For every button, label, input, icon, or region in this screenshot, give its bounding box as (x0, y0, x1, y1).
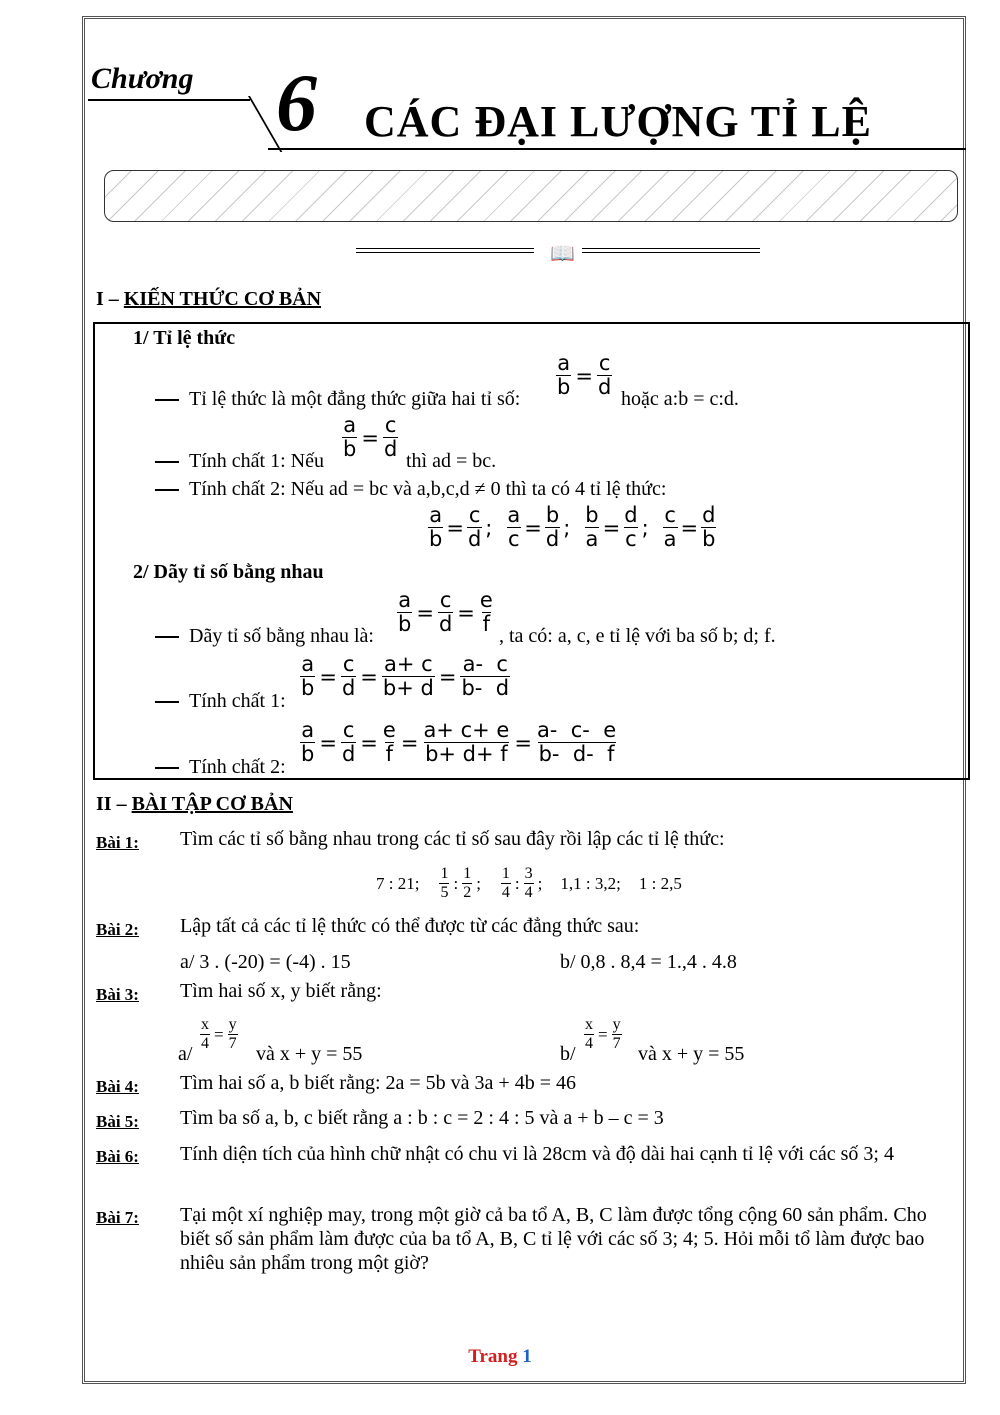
exercise-3-part-b-label: b/ (560, 1043, 576, 1065)
exercise-7-label: Bài 7: (96, 1208, 139, 1227)
exercise-2-part-b: b/ 0,8 . 8,4 = 1.,4 . 4.8 (560, 951, 737, 973)
subsection-2-title: 2/ Dãy tỉ số bằng nhau (133, 561, 324, 583)
exercise-6-text: Tính diện tích của hình chữ nhật có chu vi là 28cm và độ dài hai cạnh tỉ lệ với các số 3; 4 (180, 1143, 894, 1165)
dash-bullet (155, 489, 179, 491)
page-number: 1 (522, 1346, 532, 1367)
divider-right (582, 248, 760, 253)
exercise-7-text: Tại một xí nghiệp may, trong một giờ cả ba tổ A, B, C làm được tổng cộng 60 sản phẩm. Cho biết số sản phẩm làm được của ba tổ A, B, C tỉ lệ với các số 3; 4; 5. Hỏi mỗi tổ làm được bao nhiêu sản phẩm trong một giờ? (180, 1204, 927, 1274)
exercise-5-label: Bài 5: (96, 1112, 139, 1131)
exercise-3-part-a-label: a/ (178, 1043, 193, 1065)
definition-suffix: hoặc a:b = c:d. (621, 388, 739, 410)
book-icon: 📖 (550, 243, 575, 265)
sequence-property-1-formula: $\frac{a}{b}$ = $\frac{c}{d}$ = $\frac{a+ c}{b+ d}$ = $\frac{a- c}{b- d}$ (301, 652, 510, 700)
page-word: Trang (468, 1346, 518, 1367)
exercise-1-label: Bài 1: (96, 833, 139, 852)
exercise-2-text: Lập tất cả các tỉ lệ thức có thể được từ các đẳng thức sau: (180, 915, 640, 937)
property-1-line: Tính chất 1: Nếu (155, 450, 324, 473)
divider-left (356, 248, 534, 253)
exercise-3-part-a-ratio: $\frac{x}{4}$ = $\frac{y}{7}$ (201, 1016, 237, 1052)
exercise-1-text: Tìm các tỉ số bằng nhau trong các tỉ số sau đây rồi lập các tỉ lệ thức: (180, 828, 725, 850)
dash-bullet (155, 461, 179, 463)
exercise-3-part-b-ratio: $\frac{x}{4}$ = $\frac{y}{7}$ (585, 1016, 621, 1052)
chapter-number: 6 (276, 57, 317, 148)
exercise-2-label: Bài 2: (96, 920, 139, 939)
page-footer (0, 1346, 1000, 1368)
chapter-underline (88, 99, 250, 101)
dash-bullet (155, 636, 179, 638)
exercise-1-ratios: 7 : 21; $\frac{1}{5}$ : $\frac{1}{2}$ ; $\frac{1}{4}$ : $\frac{3}{4}$ ; 1,1 : 3,2; 1 : 2,5 (376, 865, 682, 901)
property-1-suffix: thì ad = bc. (406, 450, 497, 472)
chapter-word: Chương (91, 62, 194, 95)
exercise-4-text: Tìm hai số a, b biết rằng: 2a = 5b và 3a + 4b = 46 (180, 1072, 576, 1094)
exercise-3-label: Bài 3: (96, 985, 139, 1004)
exercise-4-label: Bài 4: (96, 1077, 139, 1096)
four-proportions: $\frac{a}{b}$ = $\frac{c}{d}$ ; $\frac{a}{c}$ = $\frac{b}{d}$ ; $\frac{b}{a}$ = $\frac{d}{c}$ ; $\frac{c}{a}$ = $\frac{d}{b}$ (429, 503, 716, 551)
exercise-3-text: Tìm hai số x, y biết rằng: (180, 980, 382, 1002)
property-2-line: Tính chất 2: Nếu ad = bc và a,b,c,d ≠ 0 thì ta có 4 tỉ lệ thức: (155, 478, 666, 501)
sequence-property-1-line: Tính chất 1: (155, 690, 286, 713)
subsection-1-title: 1/ Tỉ lệ thức (133, 327, 236, 349)
sequence-definition-line: Dãy tỉ số bằng nhau là: (155, 625, 374, 648)
exercise-3-part-b-condition: và x + y = 55 (638, 1043, 745, 1065)
dash-bullet (155, 701, 179, 703)
section-1-heading: I – KIẾN THỨC CƠ BẢN (96, 288, 322, 310)
dash-bullet (155, 399, 179, 401)
section-2-heading: II – BÀI TẬP CƠ BẢN (96, 793, 293, 815)
exercise-2-part-a: a/ 3 . (-20) = (-4) . 15 (180, 951, 351, 973)
ratio-a-b-eq-c-d: $\frac{a}{b}$ = $\frac{c}{d}$ (557, 351, 612, 399)
definition-line: Tỉ lệ thức là một đẳng thức giữa hai tỉ số: (155, 388, 520, 411)
sequence-property-2-line: Tính chất 2: (155, 756, 286, 779)
exercise-3-part-a-condition: và x + y = 55 (256, 1043, 363, 1065)
hatched-banner (104, 170, 958, 222)
sequence-a-b-c-d-e-f: $\frac{a}{b}$ = $\frac{c}{d}$ = $\frac{e}{f}$ (398, 588, 493, 636)
dash-bullet (155, 767, 179, 769)
exercise-6-label: Bài 6: (96, 1147, 139, 1166)
ratio-a-b-eq-c-d-2: $\frac{a}{b}$ = $\frac{c}{d}$ (343, 413, 398, 461)
chapter-title: CÁC ĐẠI LƯỢNG TỈ LỆ (364, 97, 872, 146)
sequence-definition-suffix: , ta có: a, c, e tỉ lệ với ba số b; d; f. (499, 625, 776, 647)
title-rule (268, 148, 966, 150)
exercise-5-text: Tìm ba số a, b, c biết rằng a : b : c = 2 : 4 : 5 và a + b – c = 3 (180, 1107, 664, 1129)
sequence-property-2-formula: $\frac{a}{b}$ = $\frac{c}{d}$ = $\frac{e}{f}$ = $\frac{a+ c+ e}{b+ d+ f}$ = $\frac{a- c- e}{b- d- f}$ (301, 718, 617, 766)
